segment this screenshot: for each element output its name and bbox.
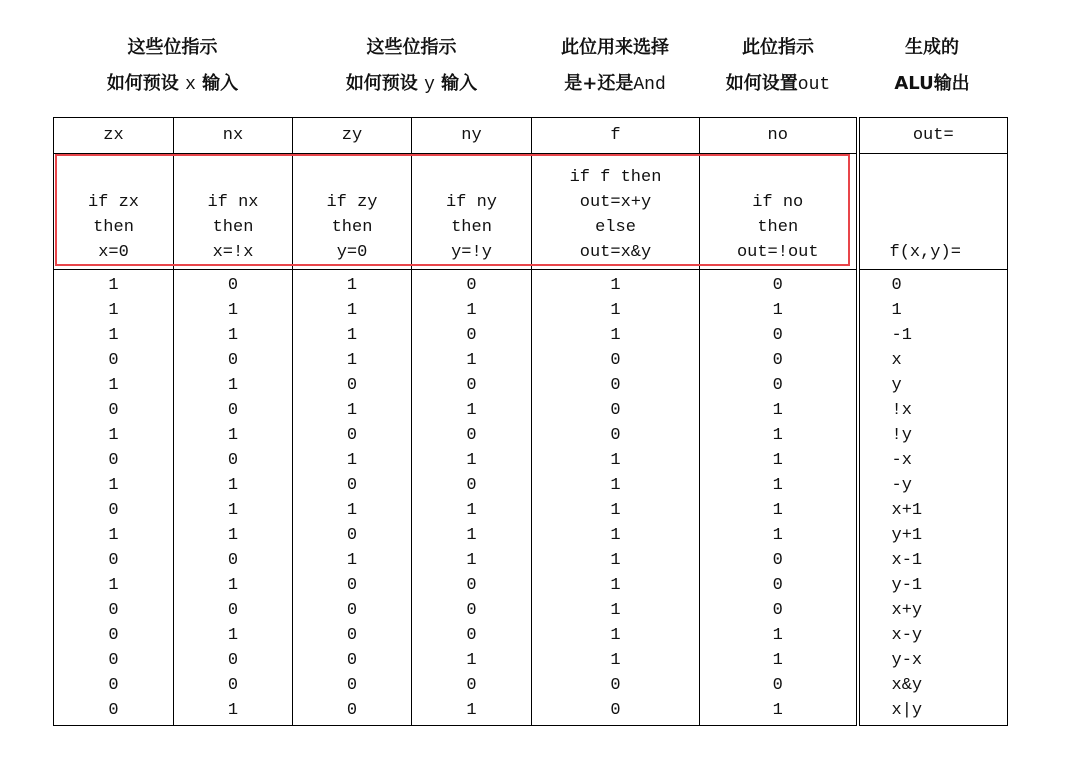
- cell-zx: 0: [54, 448, 174, 473]
- cell-f: 1: [532, 298, 700, 323]
- cell-no: 1: [700, 648, 858, 673]
- cell-out: 0: [858, 270, 1008, 299]
- cell-ny: 0: [412, 323, 532, 348]
- cell-f: 0: [532, 673, 700, 698]
- cell-nx: 0: [174, 673, 293, 698]
- cell-nx: 1: [174, 498, 293, 523]
- col-header-nx: nx: [174, 118, 293, 154]
- cell-out: y+1: [858, 523, 1008, 548]
- cell-no: 0: [700, 373, 858, 398]
- header-group-x: 这些位指示 如何预设 x 输入: [106, 37, 239, 95]
- cell-zx: 0: [54, 398, 174, 423]
- cell-nx: 1: [174, 698, 293, 726]
- header-group-no: 此位指示 如何设置out: [725, 37, 831, 95]
- table-row: [54, 523, 1008, 548]
- cell-f: 1: [532, 448, 700, 473]
- cell-ny: 0: [412, 473, 532, 498]
- cell-ny: 0: [412, 373, 532, 398]
- cell-f: 1: [532, 473, 700, 498]
- cell-no: 0: [700, 673, 858, 698]
- cell-zx: 1: [54, 573, 174, 598]
- cell-out: -1: [858, 323, 1008, 348]
- table-row: [54, 498, 1008, 523]
- column-group-headers: [0, 30, 1067, 110]
- cell-zy: 0: [293, 473, 412, 498]
- cell-zx: 0: [54, 673, 174, 698]
- col-header-ny: ny: [412, 118, 532, 154]
- cell-nx: 1: [174, 473, 293, 498]
- cell-zy: 0: [293, 423, 412, 448]
- cell-ny: 1: [412, 448, 532, 473]
- header-group-f: 此位用来选择 是+还是And: [561, 37, 669, 95]
- cell-f: 1: [532, 498, 700, 523]
- cell-ny: 0: [412, 423, 532, 448]
- cell-zy: 1: [293, 398, 412, 423]
- cell-ny: 0: [412, 673, 532, 698]
- cell-ny: 0: [412, 598, 532, 623]
- cell-no: 1: [700, 298, 858, 323]
- cell-zx: 0: [54, 598, 174, 623]
- cell-ny: 1: [412, 548, 532, 573]
- cell-nx: 1: [174, 373, 293, 398]
- cell-f: 1: [532, 648, 700, 673]
- cell-no: 0: [700, 548, 858, 573]
- cell-zy: 0: [293, 673, 412, 698]
- cell-no: 1: [700, 473, 858, 498]
- col-header-zy: zy: [293, 118, 412, 154]
- cell-out: x|y: [858, 698, 1008, 726]
- cell-zx: 1: [54, 523, 174, 548]
- cell-no: 0: [700, 323, 858, 348]
- table-row: [54, 298, 1008, 323]
- table-row: [54, 623, 1008, 648]
- cell-out: x&y: [858, 673, 1008, 698]
- cell-nx: 1: [174, 573, 293, 598]
- cell-out: x+1: [858, 498, 1008, 523]
- col-header-zx: zx: [54, 118, 174, 154]
- table-row: [54, 448, 1008, 473]
- cell-ny: 0: [412, 623, 532, 648]
- cell-zy: 0: [293, 598, 412, 623]
- cell-out: x-1: [858, 548, 1008, 573]
- table-row: [54, 323, 1008, 348]
- cell-nx: 0: [174, 448, 293, 473]
- cell-zy: 1: [293, 270, 412, 299]
- description-row: [54, 154, 1008, 270]
- cell-zy: 1: [293, 548, 412, 573]
- desc-out: f(x,y)=: [858, 154, 1008, 270]
- cell-ny: 1: [412, 298, 532, 323]
- cell-f: 0: [532, 398, 700, 423]
- cell-no: 1: [700, 623, 858, 648]
- cell-ny: 1: [412, 523, 532, 548]
- cell-nx: 1: [174, 623, 293, 648]
- header-group-y: 这些位指示 如何预设 y 输入: [345, 37, 478, 95]
- table-row: [54, 270, 1008, 299]
- cell-nx: 1: [174, 298, 293, 323]
- cell-zy: 0: [293, 648, 412, 673]
- cell-no: 0: [700, 270, 858, 299]
- cell-nx: 0: [174, 548, 293, 573]
- cell-zy: 1: [293, 323, 412, 348]
- cell-no: 0: [700, 598, 858, 623]
- cell-f: 1: [532, 323, 700, 348]
- table-row: [54, 598, 1008, 623]
- cell-out: y: [858, 373, 1008, 398]
- cell-f: 0: [532, 348, 700, 373]
- cell-f: 1: [532, 598, 700, 623]
- table-row: [54, 698, 1008, 726]
- cell-out: x-y: [858, 623, 1008, 648]
- table-row: [54, 398, 1008, 423]
- cell-zx: 1: [54, 323, 174, 348]
- desc-nx: if nx then x=!x: [174, 154, 293, 270]
- cell-nx: 0: [174, 270, 293, 299]
- desc-zy: if zy then y=0: [293, 154, 412, 270]
- cell-ny: 1: [412, 498, 532, 523]
- table-row: [54, 473, 1008, 498]
- desc-zx: if zx then x=0: [54, 154, 174, 270]
- cell-no: 0: [700, 348, 858, 373]
- cell-out: -x: [858, 448, 1008, 473]
- cell-f: 1: [532, 523, 700, 548]
- cell-ny: 1: [412, 398, 532, 423]
- cell-no: 1: [700, 398, 858, 423]
- cell-zy: 1: [293, 498, 412, 523]
- cell-zx: 0: [54, 648, 174, 673]
- cell-no: 1: [700, 423, 858, 448]
- table-row: [54, 348, 1008, 373]
- table-row: [54, 673, 1008, 698]
- cell-f: 1: [532, 270, 700, 299]
- cell-nx: 1: [174, 323, 293, 348]
- cell-nx: 0: [174, 398, 293, 423]
- desc-no: if no then out=!out: [700, 154, 858, 270]
- col-header-no: no: [700, 118, 858, 154]
- cell-f: 1: [532, 548, 700, 573]
- truth-table-rows: [54, 270, 1008, 726]
- cell-f: 1: [532, 623, 700, 648]
- cell-zy: 1: [293, 298, 412, 323]
- cell-no: 0: [700, 573, 858, 598]
- cell-no: 1: [700, 523, 858, 548]
- cell-zx: 0: [54, 348, 174, 373]
- col-header-out: out=: [858, 118, 1008, 154]
- cell-nx: 1: [174, 423, 293, 448]
- cell-out: x: [858, 348, 1008, 373]
- cell-zy: 0: [293, 373, 412, 398]
- cell-zx: 1: [54, 473, 174, 498]
- cell-ny: 1: [412, 698, 532, 726]
- cell-out: y-x: [858, 648, 1008, 673]
- cell-out: -y: [858, 473, 1008, 498]
- cell-ny: 1: [412, 348, 532, 373]
- cell-nx: 0: [174, 598, 293, 623]
- cell-zx: 0: [54, 548, 174, 573]
- cell-ny: 1: [412, 648, 532, 673]
- cell-out: !y: [858, 423, 1008, 448]
- cell-zx: 0: [54, 623, 174, 648]
- cell-zx: 1: [54, 423, 174, 448]
- cell-no: 1: [700, 498, 858, 523]
- cell-out: 1: [858, 298, 1008, 323]
- cell-out: x+y: [858, 598, 1008, 623]
- cell-zy: 0: [293, 623, 412, 648]
- table-row: [54, 548, 1008, 573]
- cell-no: 1: [700, 448, 858, 473]
- table-row: [54, 423, 1008, 448]
- cell-f: 0: [532, 423, 700, 448]
- cell-zy: 0: [293, 573, 412, 598]
- cell-zx: 1: [54, 298, 174, 323]
- cell-zy: 1: [293, 448, 412, 473]
- cell-out: y-1: [858, 573, 1008, 598]
- column-code-row: [54, 118, 1008, 154]
- cell-out: !x: [858, 398, 1008, 423]
- desc-f: if f then out=x+y else out=x&y: [532, 154, 700, 270]
- cell-nx: 0: [174, 348, 293, 373]
- table-row: [54, 573, 1008, 598]
- cell-zx: 0: [54, 498, 174, 523]
- cell-f: 0: [532, 373, 700, 398]
- table-row: [54, 373, 1008, 398]
- cell-ny: 0: [412, 270, 532, 299]
- cell-zx: 1: [54, 373, 174, 398]
- cell-zy: 0: [293, 523, 412, 548]
- desc-ny: if ny then y=!y: [412, 154, 532, 270]
- cell-zx: 1: [54, 270, 174, 299]
- table-row: [54, 648, 1008, 673]
- header-group-out: 生成的 ALU输出: [894, 37, 970, 94]
- cell-zy: 1: [293, 348, 412, 373]
- cell-f: 0: [532, 698, 700, 726]
- cell-f: 1: [532, 573, 700, 598]
- cell-zx: 0: [54, 698, 174, 726]
- cell-ny: 0: [412, 573, 532, 598]
- cell-no: 1: [700, 698, 858, 726]
- alu-truth-table: [53, 117, 1008, 726]
- col-header-f: f: [532, 118, 700, 154]
- cell-nx: 0: [174, 648, 293, 673]
- cell-nx: 1: [174, 523, 293, 548]
- cell-zy: 0: [293, 698, 412, 726]
